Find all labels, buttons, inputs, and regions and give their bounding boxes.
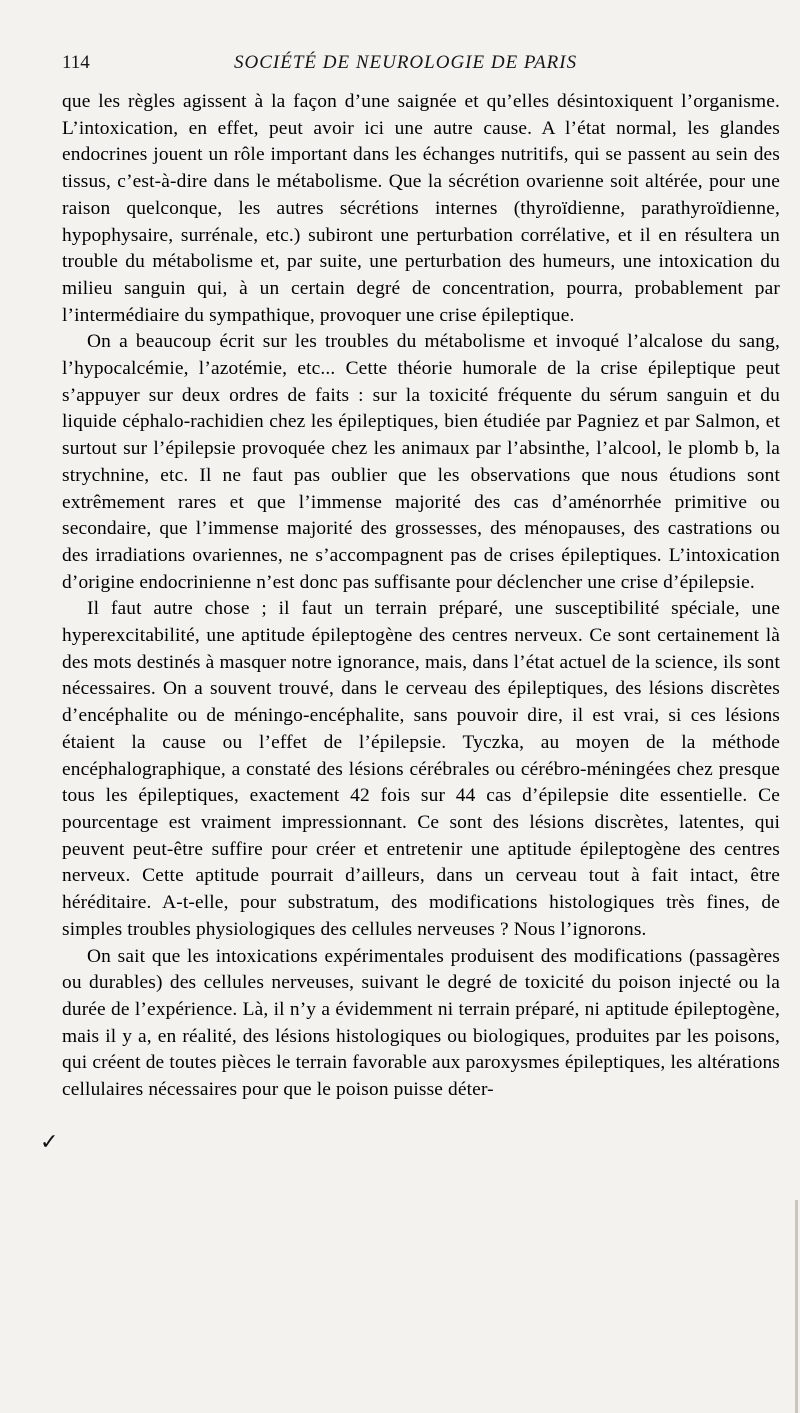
running-header	[62, 46, 780, 86]
paragraph-1: que les règles agissent à la façon d’une saignée et qu’elles désintoxiquent l’organisme. L’intoxication, en effet, peut avoir ici une autre cause. A l’état normal, les glandes endocrines jouent un rôle important dans les échanges nutritifs, qui se passent au sein des tissus, c’est-à-dire dans le métabolisme. Que la sécrétion ovarienne soit altérée, pour une raison quelconque, les autres sécrétions internes (thyroïdienne, parathyroïdienne, hypophysaire, surrénale, etc.) subiront une perturbation corrélative, et il en résultera un trouble du métabolisme et, par suite, une perturbation des humeurs, une intoxication du milieu sanguin qui, à un certain degré de concentration, pourra, probablement par l’intermédiaire du sympathique, provoquer une crise épileptique.	[62, 91, 780, 326]
journal-title: SOCIÉTÉ DE NEUROLOGIE DE PARIS	[234, 52, 578, 73]
body-text	[62, 89, 780, 1104]
paragraph-2: On a beaucoup écrit sur les troubles du métabolisme et invoqué l’alcalose du sang, l’hypocalcémie, l’azotémie, etc... Cette théorie humorale de la crise épileptique peut s’appuyer sur deux ordres de faits : sur la toxicité fréquente du sérum sanguin et du liquide céphalo-rachidien chez les épileptiques, bien étudiée par Pagniez et par Salmon, et surtout sur l’épilepsie provoquée chez les animaux par l’absinthe, l’alcool, le plomb b, la strychnine, etc. Il ne faut pas oublier que les observations que nous étudions sont extrêmement rares et que l’immense majorité des cas d’aménorrhée primitive ou secondaire, que l’immense majorité des grossesses, des ménopauses, des castrations ou des irradiations ovariennes, ne s’accompagnent pas de crises épileptiques. L’intoxication d’origine endocrinienne n’est donc pas suffisante pour déclencher une crise d’épilepsie.	[62, 331, 780, 593]
paragraph-4: On sait que les intoxications expérimentales produisent des modifications (passagères ou durables) des cellules nerveuses, suivant le degré de toxicité du poison injecté ou la durée de l’expérience. Là, il n’y a évidemment ni terrain préparé, ni aptitude épileptogène, mais il y a, en réalité, des lésions histologiques ou biologiques, produites par les poisons, qui créent de toutes pièces le terrain favorable aux paroxysmes épileptiques, les altérations cellulaires nécessaires pour que le poison puisse déter-	[62, 945, 780, 1101]
page-number: 114	[62, 52, 90, 73]
page-edge-shadow	[795, 1200, 798, 1413]
margin-check-mark-icon: ✓	[40, 1130, 59, 1155]
paragraph-3: Il faut autre chose ; il faut un terrain préparé, une susceptibilité spéciale, une hyperexcitabilité, une aptitude épileptogène des centres nerveux. Ce sont certainement là des mots destinés à masquer notre ignorance, mais, dans l’état actuel de la science, ils sont nécessaires. On a souvent trouvé, dans le cerveau des épileptiques, des lésions discrètes d’encéphalite ou de méningo-encéphalite, sans pouvoir dire, il est vrai, si ces lésions étaient la cause ou l’effet de l’épilepsie. Tyczka, au moyen de la méthode encéphalographique, a constaté des lésions cérébrales ou cérébro-méningées chez presque tous les épileptiques, exactement 42 fois sur 44 cas d’épilepsie dite essentielle. Ce pourcentage est vraiment impressionnant. Ce sont des lésions discrètes, latentes, qui peuvent peut-être suffire pour créer et entretenir une aptitude épileptogène des centres nerveux. Cette aptitude pourrait d’ailleurs, dans un cerveau tout à fait intact, être héréditaire. A-t-elle, pour substratum, des modifications histologiques très fines, de simples troubles physiologiques des cellules nerveuses ? Nous l’ignorons.	[62, 598, 780, 940]
